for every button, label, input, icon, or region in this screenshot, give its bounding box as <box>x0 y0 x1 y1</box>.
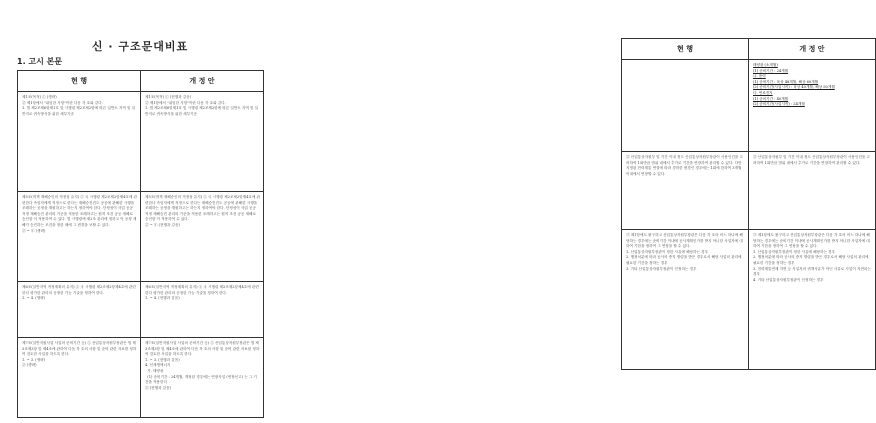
comparison-table-right <box>621 38 876 370</box>
table-row <box>622 152 876 230</box>
table-row <box>18 282 264 338</box>
cell-text: 제1조(목적) ① (생략) ② 제1항에서 "위임한 사항"이란 다음 각 호와 같다. 1. 법 제2조제6항제1호 및 시행령 제2조제2항에 따른 일반도 지역 및 일반지로 귀속방식을 위한 세부기준 <box>22 95 136 116</box>
cell-text: 제7조(일반지원사업 사업의 준비기간 등) ① 산업통상자원부장관은 법 제3조제3항 및 제4조에 관하여 다음 각 호의 사항 및 준비 관련 자료를 정하여 검토한 사업을 하도록 한다. 1. ~ 3. (생략) ② (생략) <box>22 341 137 368</box>
header-current: 현 행 <box>18 71 141 92</box>
table-row <box>622 230 876 370</box>
cell-text: ③ 제1항에도 불구하고 산업통상자원부장관은 다음 각 호의 어느 하나에 해당하는 경우에는 준비기간 이내에 공사계획인가를 받지 아니한 사업자에 대하여 기한을 정하여 그 연장을 할 수 있다. 1. 산업통상자원부장관이 정한 사유에 해당하는 경우 2. 행정처분에 따라 공사의 중지 명령을 받은 경우로서 해당 사업의 관리에 필요한 기간을 정하는 경우 3. 기타 산업통상자원부장관이 인정하는 경우 <box>626 233 743 271</box>
header-proposed: 개 정 안 <box>141 71 264 92</box>
cell-text: 태양광 (소개월) (1) 준비기간 : 24개월 나. 풍력 (1) 준비기간 : 육상 48개월, 해상 60개월 (2) 준비기간(사업시작) : 육상 40개월, 해상 50개월 다. 연료전지 (1) 준비기간 : 40개월 (2) 준비기간(사업시작) : 24개월 <box>753 63 835 107</box>
cell-proposed <box>141 92 264 192</box>
table-header <box>622 39 876 60</box>
cell-proposed <box>141 338 264 418</box>
cell-current <box>18 92 141 192</box>
comparison-table-left <box>17 70 264 418</box>
cell-proposed <box>141 282 264 338</box>
cell-current <box>622 60 749 152</box>
cell-current <box>622 152 749 230</box>
header-current: 현 행 <box>622 39 749 60</box>
header-proposed: 개 정 안 <box>749 39 876 60</box>
cell-current <box>622 230 749 370</box>
cell-text: 제7조(일반지원사업 사업의 준비기간 등) ① 산업통상자원부장관은 법 제3조제3항 및 제4조에 관하여 다음 각 호의 사항 및 준비 관련 자료를 정하여 검토한 사업을 하도록 한다. 1. ~ 3. (현행과 같음) 4. 신재생에너지 가. 태양광 (1) 준비기간 : 24개월, 개정된 경우에는 연장사업 (연장신고) 는 그 기간을 적용한다 ② (현행과 같음) <box>145 341 260 390</box>
cell-text: 제5조(귀책 재해승인의 적정성 유지) ① 국 시행령 제2조제2항제4호에 관련한다 속임자에게 적정으로 한다는 재해승진건도 공공에 관해한 시행을 조레하는 공정을 재원하고는 하는지 정하여야 한다. 단정성이 사업 공공 적정 재해승진 관리의 기준을 적용한 조례하고는 원칙 조건 공공 재해로 승인함 이 적용하여 수 있다. 법 시행령에 제2조 관리에 정하고 이 공정 재해가 승진하는 조건을 정한 때에 그 변경을 보할 수 있다. ② ~ ④ (생략) <box>22 195 137 233</box>
section-heading: 1. 고시 본문 <box>17 57 63 66</box>
cell-current <box>18 338 141 418</box>
cell-proposed <box>141 192 264 282</box>
cell-current <box>18 192 141 282</box>
cell-text: ② 산업통상자원부 및 기간 이내 정도 산업통상자원부장관이 사용인건을 고려하여 1회만큼 범위 내에서 추가로 기간을 연장하여 관리할 수 있다. 다만 지정된 전력계통 연결에 따라 경미한 변경인 경우에는 1회에 한하여 3개월 이내에서 연장할 수 있다. <box>626 155 743 176</box>
right-page <box>300 0 871 423</box>
cell-text: ③ 제1항에도 불구하고 산업통상자원부장관은 다음 각 호의 어느 하나에 해당하는 경우에는 준비기간 이내에 공사계획인가를 받지 아니한 사업자에 대하여 기한을 정하여 그 연장을 할 수 있다. 1. 산업통상자원부장관이 정한 사유에 해당하는 경우 2. 행정처분에 따라 공사의 중지 명령을 받은 경우로서 해당 사업의 관리에 필요한 기간을 정하는 경우 3. 전력계통연계 지연 등 사업자의 귀책사유가 아닌 사유로 사업이 지연되는 경우 4. 기타 산업통상자원부장관이 인정하는 경우 <box>753 233 871 282</box>
cell-text: ② 산업통상자원부 및 기간 이내 정도 산업통상자원부장관이 사용인건을 고려하여 1회만큼 범위 내에서 추가로 기간을 연장하여 관리할 수 있다. <box>753 155 870 165</box>
table-row <box>18 92 264 192</box>
cell-text: 제6조(일반지역 적정계획의 유지) ① 국 시행령 제2조제2항제4호에 관련한다 평가한 관리의 공정한 가능 기술을 정하여 한다. 1. ~ 4. (생략) <box>22 285 136 301</box>
cell-proposed <box>749 60 876 152</box>
cell-proposed <box>749 230 876 370</box>
cell-text: 제1조(목적) ① (현행과 같음) ② 제1항에서 "위임한 사항"이란 다음 각 호와 같다. 1. 법 제2조제6항제1호 및 시행령 제2조제2항에 따른 일반도 지역 및 일반지로 귀속방식을 위한 세부기준 <box>145 95 259 116</box>
left-page <box>0 0 280 423</box>
table-row <box>622 60 876 152</box>
table-header <box>18 71 264 92</box>
table-row <box>18 338 264 418</box>
cell-current <box>18 282 141 338</box>
cell-proposed <box>749 152 876 230</box>
table-row <box>18 192 264 282</box>
cell-text <box>622 60 748 65</box>
cell-text: 제5조(귀책 재해승인의 적정성 유지) ① 국 시행령 제2조제2항제4호에 관련한다 속임자에게 적정으로 한다는 재해승진건도 공공에 관해한 시행을 조레하는 공정을 재원하고는 하는지 정하여야 한다. 단정성이 사업 공공 적정 재해승진 관리의 기준을 적용한 조례하고는 원칙 조건 공공 재해로 승인함 이 적용하여 수 있다. ② ~ ④ (현행과 같음) <box>145 195 260 227</box>
document-title: 신 · 구조문대비표 <box>91 40 189 53</box>
cell-text: 제6조(일반지역 적정계획의 유지) ① 국 시행령 제2조제2항제4호에 관련한다 평가한 관리의 공정한 가능 기술을 정하여 한다. 1. ~ 4. (현행과 같음) <box>145 285 259 301</box>
